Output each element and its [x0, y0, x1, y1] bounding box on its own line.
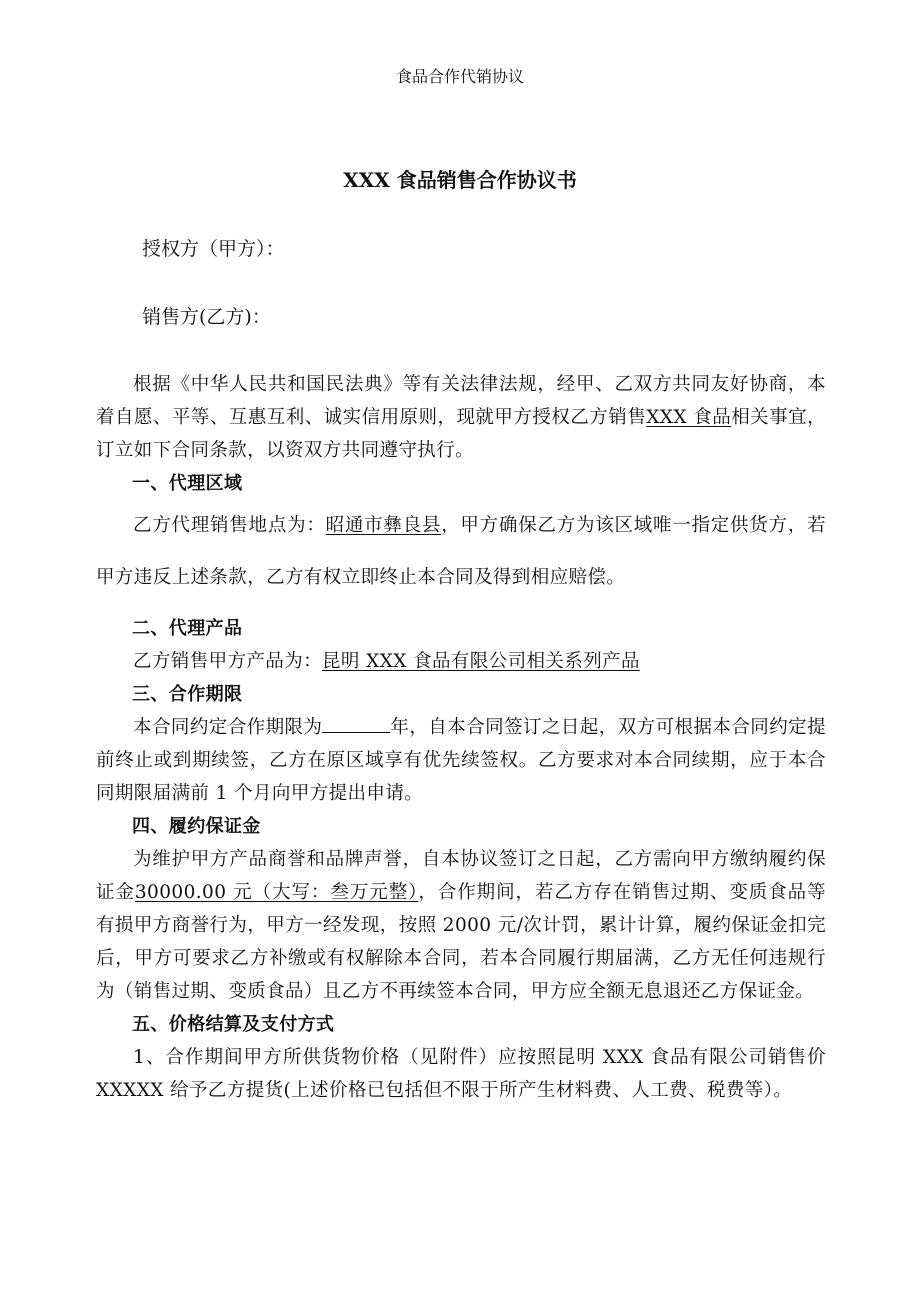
section-1-heading: 一、代理区域	[132, 473, 243, 494]
section-5-paragraph-1: 1、合作期间甲方所供货物价格（见附件）应按照昆明 XXX 食品有限公司销售价 XXXXX 给予乙方提货(上述价格已包括但不限于所产生材料费、人工费、税费等）。	[96, 1047, 826, 1101]
product-name: XXX 食品	[646, 407, 732, 428]
section-4-heading: 四、履约保证金	[132, 816, 261, 837]
document-title: XXX 食品销售合作协议书	[343, 168, 577, 192]
running-header: 食品合作代销协议	[395, 67, 524, 86]
party-b-line: 销售方(乙方)：	[142, 306, 271, 328]
sales-location: 昭通市彝良县	[325, 515, 442, 536]
section-2-heading: 二、代理产品	[132, 618, 243, 639]
section-5-heading: 五、价格结算及支付方式	[132, 1014, 335, 1035]
section-3-heading: 三、合作期限	[132, 684, 243, 705]
contract-body	[96, 368, 826, 1107]
section-3-paragraph: 本合同约定合作期限为 年，自本合同签订之日起，双方可根据本合同约定提前终止或到期续签，乙方在原区域享有优先续签权。乙方要求对本合同续期，应于本合同期限届满前 1 个月向甲方提出申请。	[96, 711, 826, 810]
section-4-paragraph: 为维护甲方产品商誉和品牌声誉，自本协议签订之日起，乙方需向甲方缴纳履约保证金30000.00 元（大写：叁万元整），合作期间，若乙方存在销售过期、变质食品等有损甲方商誉行为，甲方一经发现，按照 2000 元/次计罚，累计计算，履约保证金扣完后，甲方可要求乙方补缴或有权解除本合同，若本合同履行期届满，乙方无任何违规行为（销售过期、变质食品）且乙方不再续签本合同，甲方应全额无息退还乙方保证金。	[96, 849, 826, 1002]
intro-paragraph: 根据《中华人民共和国民法典》等有关法律法规，经甲、乙双方共同友好协商，本着自愿、平等、互惠互利、诚实信用原则，现就甲方授权乙方销售XXX 食品相关事宜，订立如下合同条款，以资双方共同遵守执行。	[96, 374, 826, 461]
deposit-amount: 30000.00 元（大写：叁万元整）	[134, 882, 419, 903]
party-a-line: 授权方（甲方）：	[142, 238, 285, 260]
product-range: 昆明 XXX 食品有限公司相关系列产品	[322, 651, 640, 672]
section-2-paragraph: 乙方销售甲方产品为：昆明 XXX 食品有限公司相关系列产品	[133, 651, 640, 672]
section-1-paragraph: 乙方代理销售地点为：昭通市彝良县，甲方确保乙方为该区域唯一指定供货方，若甲方违反上述条款，乙方有权立即终止本合同及得到相应赔偿。	[96, 515, 826, 588]
term-blank	[322, 714, 390, 733]
